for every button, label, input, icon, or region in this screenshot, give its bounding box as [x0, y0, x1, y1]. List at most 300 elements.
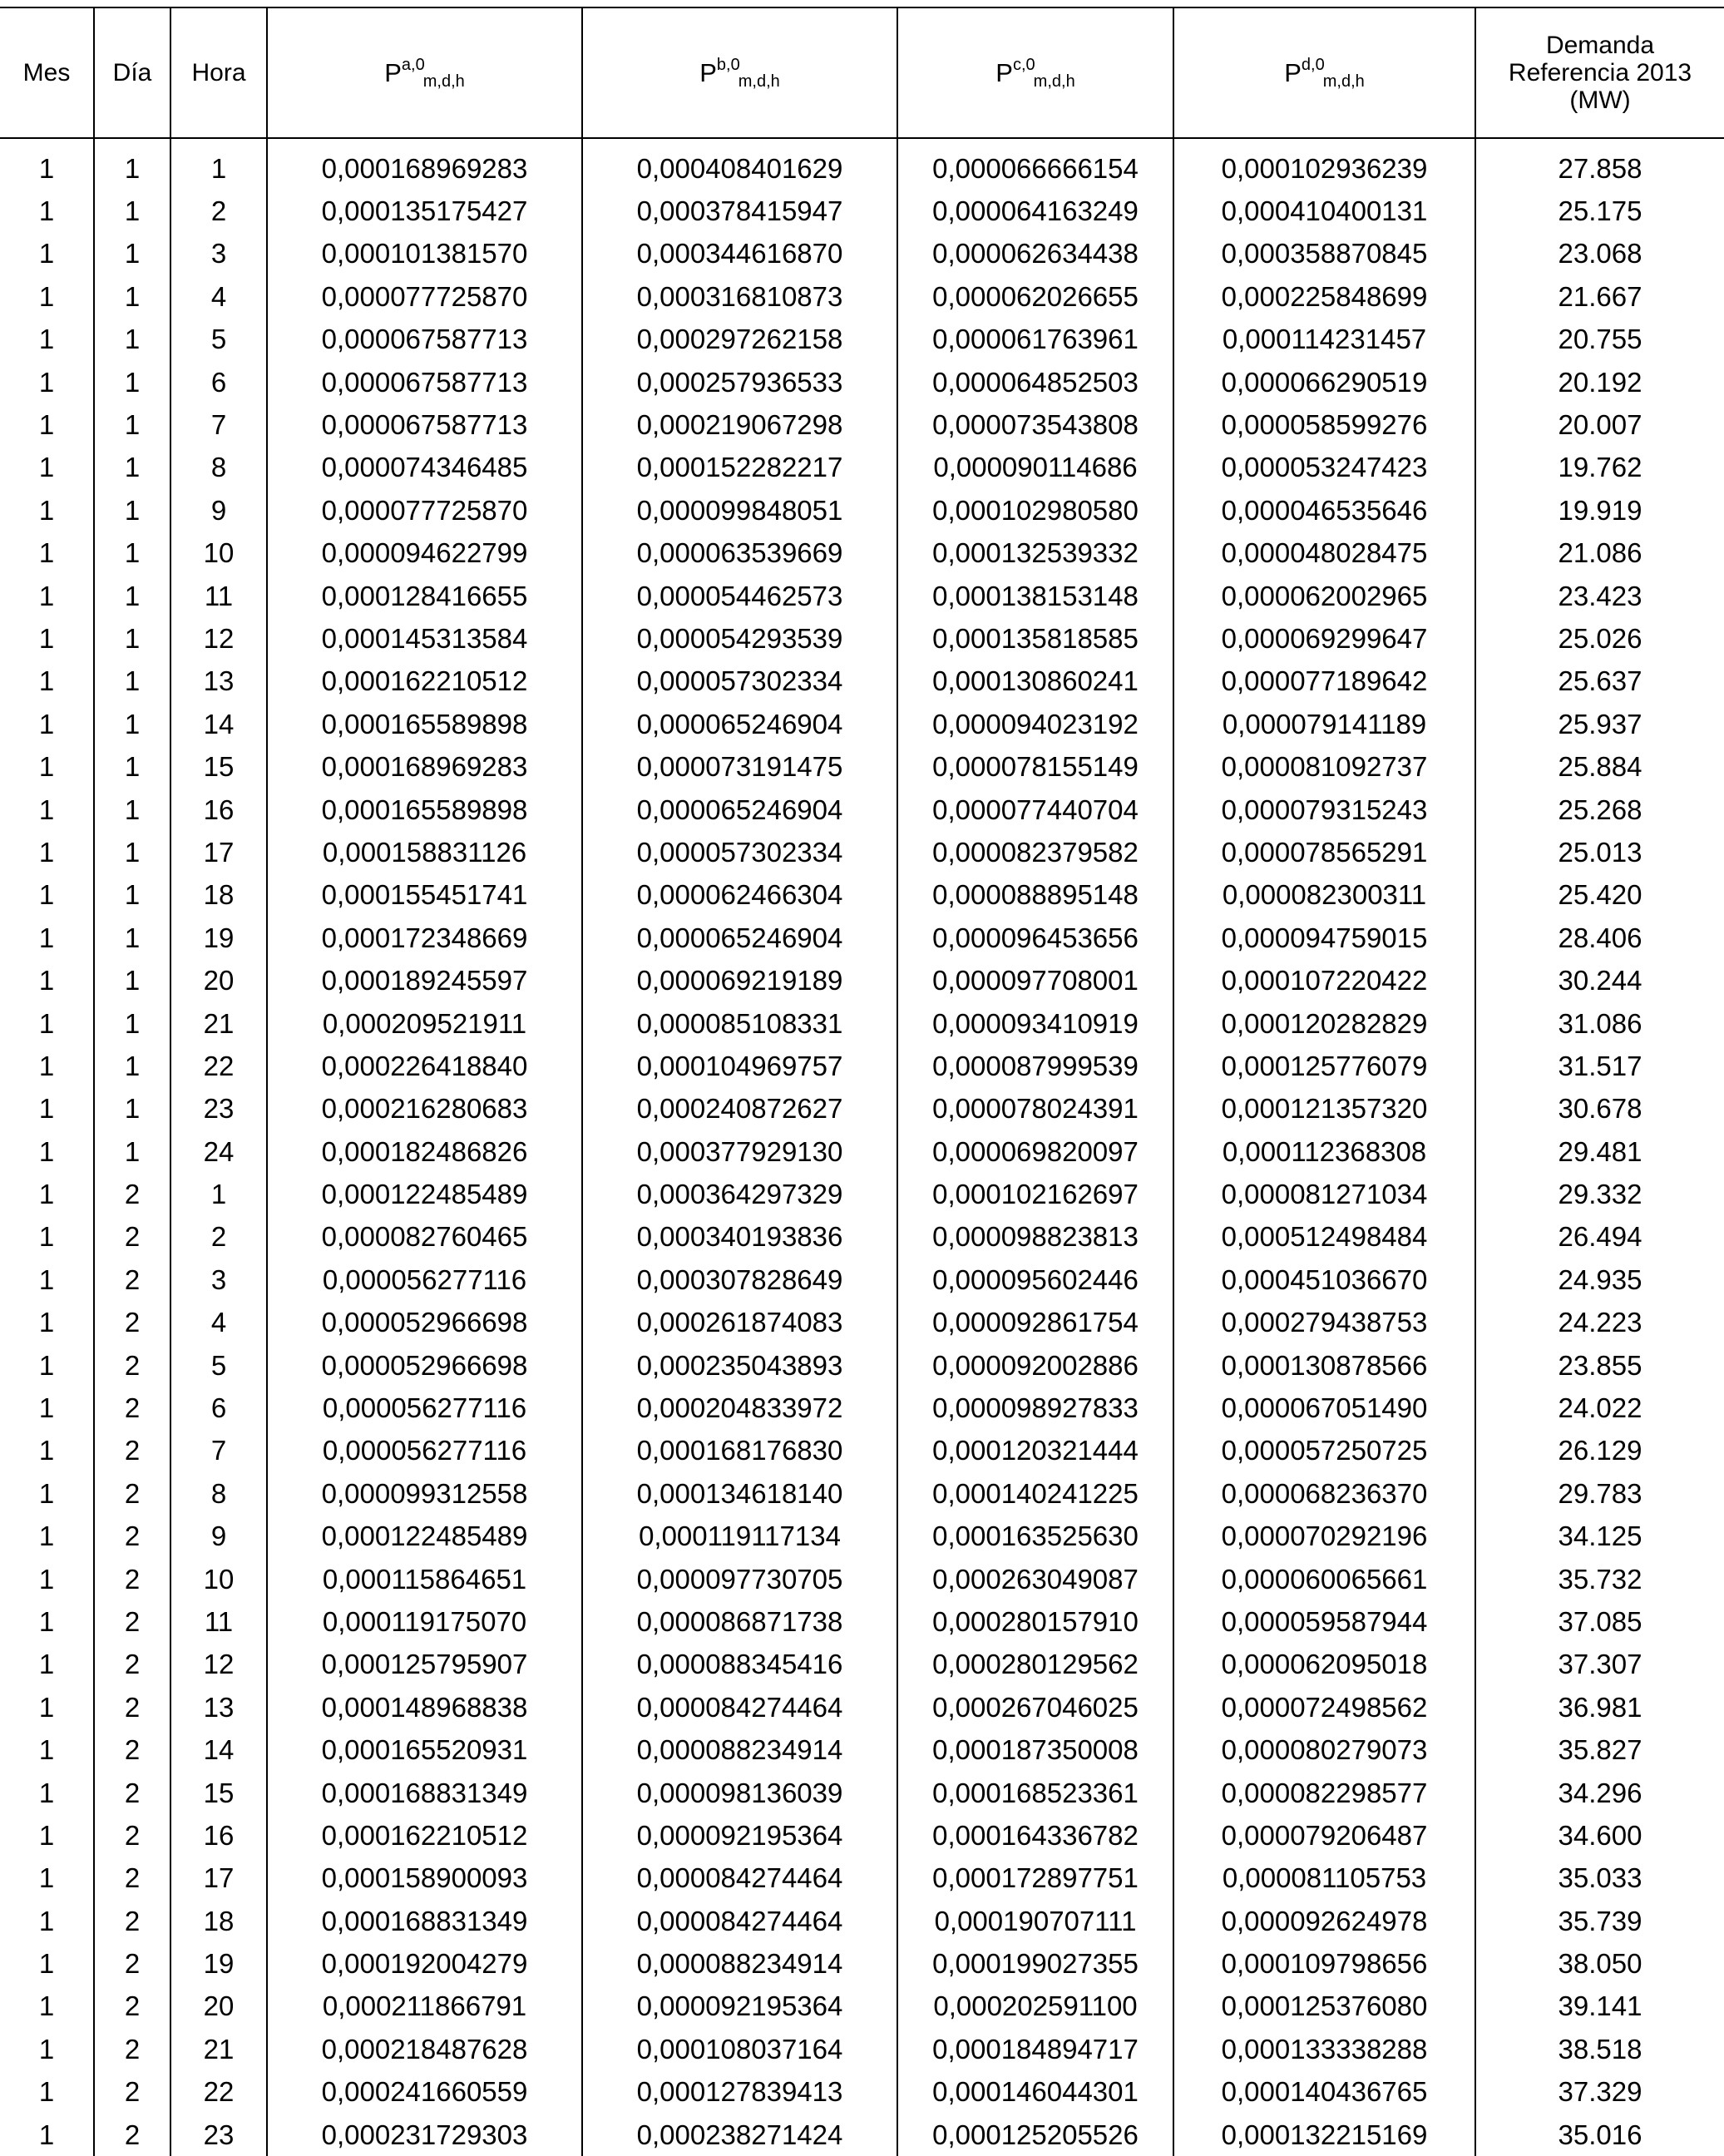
- cell-mes: 1: [38, 622, 55, 654]
- cell-hora: 6: [170, 361, 267, 403]
- cell-pd: 0,000107220422: [1173, 959, 1475, 1001]
- cell-dia: 1: [94, 1088, 170, 1130]
- cell-pc: 0,000064163249: [897, 190, 1173, 232]
- cell-pd: 0,000121357320: [1173, 1088, 1475, 1130]
- cell-pc: 0,000146044301: [897, 2071, 1173, 2114]
- cell-pb: 0,000257936533: [582, 361, 897, 403]
- cell-hora: 5: [170, 319, 267, 361]
- cell-pa: 0,000216280683: [267, 1088, 582, 1130]
- cell-pc: 0,000062634438: [897, 233, 1173, 275]
- cell-pa: 0,000218487628: [267, 2028, 582, 2070]
- cell-hora: 2: [170, 1216, 267, 1258]
- cell-demanda: 20.007: [1475, 403, 1724, 446]
- cell-demanda: 34.600: [1475, 1814, 1724, 1857]
- cell-pb: 0,000168176830: [582, 1430, 897, 1472]
- cell-mes: 1: [38, 152, 55, 184]
- cell-pc: 0,000168523361: [897, 1772, 1173, 1814]
- cell-demanda: 29.332: [1475, 1173, 1724, 1215]
- cell-pa: 0,000155451741: [267, 874, 582, 917]
- cell-hora: 12: [170, 617, 267, 660]
- cell-pc: 0,000092861754: [897, 1302, 1173, 1344]
- cell-dia: 2: [94, 1216, 170, 1258]
- cell-pd: 0,000125776079: [1173, 1045, 1475, 1087]
- cell-mes: 1: [38, 1521, 55, 1552]
- table-row: [0, 1344, 1724, 1387]
- pb-superscript: b,0: [716, 55, 740, 74]
- cell-mes: 1: [38, 2119, 55, 2150]
- table-row: [0, 874, 1724, 917]
- table-row: [0, 1430, 1724, 1472]
- cell-pd: 0,000080279073: [1173, 1728, 1475, 1771]
- cell-pc: 0,000095602446: [897, 1258, 1173, 1301]
- cell-pc: 0,000130860241: [897, 660, 1173, 703]
- pd-subscript: m,d,h: [1322, 72, 1365, 91]
- cell-pc: 0,000090114686: [897, 447, 1173, 489]
- cell-pd: 0,000081105753: [1173, 1857, 1475, 1900]
- table-row: [0, 1900, 1724, 1942]
- cell-hora: 20: [170, 959, 267, 1001]
- cell-mes: 1: [38, 1392, 55, 1424]
- cell-mes: 1: [38, 195, 55, 227]
- cell-mes: 1: [38, 1050, 55, 1081]
- cell-demanda: 34.125: [1475, 1516, 1724, 1558]
- cell-pa: 0,000165520931: [267, 1728, 582, 1771]
- table-row: [0, 447, 1724, 489]
- cell-dia: 2: [94, 1387, 170, 1429]
- cell-pb: 0,000204833972: [582, 1387, 897, 1429]
- cell-hora: 4: [170, 275, 267, 318]
- cell-demanda: 29.481: [1475, 1130, 1724, 1173]
- cell-pc: 0,000093410919: [897, 1002, 1173, 1045]
- cell-mes: 1: [38, 2076, 55, 2108]
- cell-hora: 3: [170, 233, 267, 275]
- cell-pc: 0,000263049087: [897, 1558, 1173, 1600]
- cell-pd: 0,000068236370: [1173, 1472, 1475, 1515]
- cell-demanda: 35.033: [1475, 1857, 1724, 1900]
- cell-mes: 1: [38, 280, 55, 312]
- table-row: [0, 1728, 1724, 1771]
- cell-pa: 0,000128416655: [267, 575, 582, 617]
- cell-pc: 0,000163525630: [897, 1516, 1173, 1558]
- cell-pc: 0,000078155149: [897, 745, 1173, 788]
- cell-dia: 1: [94, 447, 170, 489]
- pc-base: P: [995, 57, 1013, 87]
- pa-symbol: [384, 55, 465, 91]
- cell-pc: 0,000187350008: [897, 1728, 1173, 1771]
- cell-demanda: 23.855: [1475, 1344, 1724, 1387]
- cell-dia: 1: [94, 831, 170, 873]
- cell-pc: 0,000098927833: [897, 1387, 1173, 1429]
- cell-demanda: 20.192: [1475, 361, 1724, 403]
- table-row: [0, 1600, 1724, 1643]
- cell-mes: 1: [38, 1179, 55, 1210]
- cell-demanda: 25.026: [1475, 617, 1724, 660]
- table-row: [0, 1516, 1724, 1558]
- cell-demanda: 25.013: [1475, 831, 1724, 873]
- cell-pb: 0,000134618140: [582, 1472, 897, 1515]
- cell-pd: 0,000079315243: [1173, 789, 1475, 831]
- table-row: [0, 1942, 1724, 1985]
- cell-pa: 0,000211866791: [267, 1985, 582, 2028]
- pa-subscript: m,d,h: [422, 72, 465, 91]
- cell-pc: 0,000087999539: [897, 1045, 1173, 1087]
- cell-hora: 5: [170, 1344, 267, 1387]
- table-row: [0, 489, 1724, 532]
- cell-demanda: 26.129: [1475, 1430, 1724, 1472]
- cell-pb: 0,000377929130: [582, 1130, 897, 1173]
- cell-dia: 2: [94, 1302, 170, 1344]
- cell-mes: 1: [38, 366, 55, 398]
- demanda-line-3: (MW): [1569, 87, 1631, 114]
- cell-demanda: 25.937: [1475, 703, 1724, 745]
- cell-mes: 1: [38, 1990, 55, 2022]
- cell-pd: 0,000114231457: [1173, 319, 1475, 361]
- cell-mes: 1: [38, 1862, 55, 1894]
- cell-demanda: 26.494: [1475, 1216, 1724, 1258]
- cell-pd: 0,000057250725: [1173, 1430, 1475, 1472]
- cell-pc: 0,000088895148: [897, 874, 1173, 917]
- cell-pd: 0,000133338288: [1173, 2028, 1475, 2070]
- cell-pa: 0,000125795907: [267, 1644, 582, 1686]
- cell-hora: 1: [170, 1173, 267, 1215]
- cell-hora: 17: [170, 1857, 267, 1900]
- cell-mes: 1: [38, 452, 55, 483]
- cell-pb: 0,000065246904: [582, 789, 897, 831]
- cell-dia: 1: [94, 575, 170, 617]
- cell-pc: 0,000199027355: [897, 1942, 1173, 1985]
- cell-mes: 1: [38, 1093, 55, 1125]
- cell-pb: 0,000240872627: [582, 1088, 897, 1130]
- cell-mes: 1: [38, 1777, 55, 1808]
- cell-pa: 0,000056277116: [267, 1258, 582, 1301]
- cell-dia: 2: [94, 1644, 170, 1686]
- cell-pd: 0,000072498562: [1173, 1686, 1475, 1728]
- cell-pc: 0,000077440704: [897, 789, 1173, 831]
- cell-dia: 1: [94, 1130, 170, 1173]
- cell-pd: 0,000130878566: [1173, 1344, 1475, 1387]
- cell-hora: 9: [170, 1516, 267, 1558]
- cell-hora: 24: [170, 1130, 267, 1173]
- cell-pb: 0,000119117134: [582, 1516, 897, 1558]
- cell-pb: 0,000054462573: [582, 575, 897, 617]
- table-row: [0, 831, 1724, 873]
- cell-pa: 0,000168831349: [267, 1900, 582, 1942]
- cell-pd: 0,000102936239: [1173, 138, 1475, 190]
- cell-pb: 0,000344616870: [582, 233, 897, 275]
- pc-superscript: c,0: [1012, 55, 1035, 74]
- pa-base: P: [384, 57, 402, 87]
- cell-demanda: 35.016: [1475, 2114, 1724, 2156]
- pb-symbol: [699, 55, 780, 91]
- cell-pa: 0,000056277116: [267, 1387, 582, 1429]
- cell-pd: 0,000082300311: [1173, 874, 1475, 917]
- cell-pa: 0,000231729303: [267, 2114, 582, 2156]
- cell-mes: 1: [38, 665, 55, 697]
- pa-superscript: a,0: [401, 55, 425, 74]
- cell-demanda: 21.086: [1475, 532, 1724, 575]
- cell-pc: 0,000102162697: [897, 1173, 1173, 1215]
- cell-demanda: 25.175: [1475, 190, 1724, 232]
- cell-mes: 1: [38, 1691, 55, 1723]
- cell-pc: 0,000062026655: [897, 275, 1173, 318]
- cell-pc: 0,000190707111: [897, 1900, 1173, 1942]
- cell-demanda: 34.296: [1475, 1772, 1724, 1814]
- cell-dia: 1: [94, 403, 170, 446]
- table-row: [0, 1644, 1724, 1686]
- cell-pb: 0,000152282217: [582, 447, 897, 489]
- cell-hora: 13: [170, 1686, 267, 1728]
- cell-pa: 0,000158831126: [267, 831, 582, 873]
- cell-demanda: 23.423: [1475, 575, 1724, 617]
- cell-pd: 0,000062002965: [1173, 575, 1475, 617]
- cell-pa: 0,000082760465: [267, 1216, 582, 1258]
- cell-hora: 23: [170, 2114, 267, 2156]
- table-row: [0, 1258, 1724, 1301]
- cell-pc: 0,000082379582: [897, 831, 1173, 873]
- cell-pa: 0,000067587713: [267, 319, 582, 361]
- cell-hora: 16: [170, 1814, 267, 1857]
- cell-hora: 7: [170, 403, 267, 446]
- cell-mes: 1: [38, 1307, 55, 1338]
- cell-pa: 0,000241660559: [267, 2071, 582, 2114]
- cell-dia: 1: [94, 874, 170, 917]
- cell-pa: 0,000074346485: [267, 447, 582, 489]
- cell-pd: 0,000512498484: [1173, 1216, 1475, 1258]
- cell-mes: 1: [38, 1905, 55, 1936]
- cell-mes: 1: [38, 537, 55, 569]
- cell-pc: 0,000097708001: [897, 959, 1173, 1001]
- table-row: [0, 959, 1724, 1001]
- table-row: [0, 361, 1724, 403]
- cell-hora: 8: [170, 447, 267, 489]
- table-row: [0, 617, 1724, 660]
- cell-dia: 2: [94, 1900, 170, 1942]
- cell-pa: 0,000052966698: [267, 1344, 582, 1387]
- cell-hora: 7: [170, 1430, 267, 1472]
- cell-dia: 2: [94, 1472, 170, 1515]
- cell-pb: 0,000378415947: [582, 190, 897, 232]
- cell-mes: 1: [38, 1948, 55, 1980]
- cell-dia: 2: [94, 1942, 170, 1985]
- cell-pb: 0,000065246904: [582, 917, 897, 959]
- cell-demanda: 31.086: [1475, 1002, 1724, 1045]
- cell-pd: 0,000225848699: [1173, 275, 1475, 318]
- pc-symbol: [995, 55, 1075, 91]
- cell-dia: 2: [94, 1344, 170, 1387]
- cell-pd: 0,000451036670: [1173, 1258, 1475, 1301]
- cell-hora: 1: [170, 138, 267, 190]
- cell-dia: 1: [94, 489, 170, 532]
- pd-base: P: [1284, 57, 1302, 87]
- cell-pa: 0,000182486826: [267, 1130, 582, 1173]
- cell-pb: 0,000297262158: [582, 319, 897, 361]
- cell-pa: 0,000162210512: [267, 1814, 582, 1857]
- cell-pb: 0,000108037164: [582, 2028, 897, 2070]
- cell-hora: 21: [170, 2028, 267, 2070]
- cell-demanda: 37.329: [1475, 2071, 1724, 2114]
- cell-demanda: 28.406: [1475, 917, 1724, 959]
- table-row: [0, 1472, 1724, 1515]
- cell-mes: 1: [38, 965, 55, 996]
- pc-subscript: m,d,h: [1033, 72, 1075, 91]
- cell-demanda: 19.762: [1475, 447, 1724, 489]
- table-row: [0, 1558, 1724, 1600]
- cell-pb: 0,000092195364: [582, 1814, 897, 1857]
- cell-pa: 0,000056277116: [267, 1430, 582, 1472]
- cell-mes: 1: [38, 1007, 55, 1039]
- cell-pa: 0,000135175427: [267, 190, 582, 232]
- cell-hora: 10: [170, 1558, 267, 1600]
- cell-hora: 19: [170, 917, 267, 959]
- cell-pc: 0,000140241225: [897, 1472, 1173, 1515]
- cell-demanda: 20.755: [1475, 319, 1724, 361]
- cell-hora: 8: [170, 1472, 267, 1515]
- header-hora: Hora: [170, 7, 267, 138]
- cell-demanda: 37.085: [1475, 1600, 1724, 1643]
- cell-pa: 0,000101381570: [267, 233, 582, 275]
- pb-subscript: m,d,h: [738, 72, 780, 91]
- cell-dia: 2: [94, 1516, 170, 1558]
- table-row: [0, 917, 1724, 959]
- cell-pa: 0,000119175070: [267, 1600, 582, 1643]
- cell-pa: 0,000168969283: [267, 138, 582, 190]
- table-row: [0, 403, 1724, 446]
- cell-dia: 1: [94, 532, 170, 575]
- cell-hora: 16: [170, 789, 267, 831]
- table-row: [0, 319, 1724, 361]
- cell-demanda: 24.223: [1475, 1302, 1724, 1344]
- table-row: [0, 660, 1724, 703]
- table-row: [0, 2028, 1724, 2070]
- cell-pa: 0,000067587713: [267, 361, 582, 403]
- cell-pd: 0,000058599276: [1173, 403, 1475, 446]
- demanda-line-1: Demanda: [1545, 32, 1655, 59]
- cell-hora: 15: [170, 745, 267, 788]
- cell-pb: 0,000104969757: [582, 1045, 897, 1087]
- pb-base: P: [699, 57, 717, 87]
- cell-mes: 1: [38, 1563, 55, 1595]
- cell-dia: 2: [94, 2114, 170, 2156]
- cell-pa: 0,000209521911: [267, 1002, 582, 1045]
- cell-pd: 0,000060065661: [1173, 1558, 1475, 1600]
- cell-dia: 2: [94, 1258, 170, 1301]
- cell-pa: 0,000077725870: [267, 489, 582, 532]
- cell-mes: 1: [38, 1435, 55, 1466]
- cell-pd: 0,000059587944: [1173, 1600, 1475, 1643]
- cell-hora: 13: [170, 660, 267, 703]
- table-row: [0, 2114, 1724, 2156]
- cell-pc: 0,000135818585: [897, 617, 1173, 660]
- cell-pa: 0,000189245597: [267, 959, 582, 1001]
- cell-pb: 0,000088234914: [582, 1728, 897, 1771]
- cell-mes: 1: [38, 494, 55, 526]
- cell-dia: 1: [94, 703, 170, 745]
- cell-dia: 1: [94, 361, 170, 403]
- cell-dia: 2: [94, 2028, 170, 2070]
- cell-pb: 0,000057302334: [582, 831, 897, 873]
- cell-pc: 0,000066666154: [897, 138, 1173, 190]
- cell-pd: 0,000062095018: [1173, 1644, 1475, 1686]
- cell-dia: 1: [94, 959, 170, 1001]
- cell-pc: 0,000069820097: [897, 1130, 1173, 1173]
- table-row: [0, 1814, 1724, 1857]
- table-row: [0, 789, 1724, 831]
- cell-pa: 0,000067587713: [267, 403, 582, 446]
- cell-demanda: 30.244: [1475, 959, 1724, 1001]
- cell-pb: 0,000364297329: [582, 1173, 897, 1215]
- cell-pa: 0,000226418840: [267, 1045, 582, 1087]
- cell-pc: 0,000096453656: [897, 917, 1173, 959]
- cell-pb: 0,000062466304: [582, 874, 897, 917]
- cell-dia: 2: [94, 1430, 170, 1472]
- cell-mes: 1: [38, 1819, 55, 1851]
- table-row: [0, 1857, 1724, 1900]
- cell-pb: 0,000219067298: [582, 403, 897, 446]
- header-demanda: [1475, 7, 1724, 138]
- cell-dia: 1: [94, 233, 170, 275]
- cell-pd: 0,000048028475: [1173, 532, 1475, 575]
- cell-dia: 1: [94, 275, 170, 318]
- cell-pb: 0,000235043893: [582, 1344, 897, 1387]
- cell-dia: 2: [94, 1600, 170, 1643]
- cell-dia: 1: [94, 1002, 170, 1045]
- cell-pd: 0,000053247423: [1173, 447, 1475, 489]
- header-pb: [582, 7, 897, 138]
- cell-pa: 0,000168969283: [267, 745, 582, 788]
- cell-pd: 0,000358870845: [1173, 233, 1475, 275]
- cell-dia: 1: [94, 190, 170, 232]
- table-row: [0, 1045, 1724, 1087]
- cell-demanda: 38.050: [1475, 1942, 1724, 1985]
- cell-demanda: 24.935: [1475, 1258, 1724, 1301]
- cell-pd: 0,000112368308: [1173, 1130, 1475, 1173]
- table-row: [0, 1130, 1724, 1173]
- table-row: [0, 745, 1724, 788]
- cell-pc: 0,000164336782: [897, 1814, 1173, 1857]
- cell-pc: 0,000202591100: [897, 1985, 1173, 2028]
- cell-pc: 0,000061763961: [897, 319, 1173, 361]
- table-row: [0, 703, 1724, 745]
- cell-mes: 1: [38, 1349, 55, 1381]
- cell-demanda: 31.517: [1475, 1045, 1724, 1087]
- cell-pa: 0,000165589898: [267, 789, 582, 831]
- cell-pa: 0,000172348669: [267, 917, 582, 959]
- cell-pa: 0,000148968838: [267, 1686, 582, 1728]
- cell-demanda: 37.307: [1475, 1644, 1724, 1686]
- header-mes: Mes: [0, 7, 94, 138]
- cell-pc: 0,000138153148: [897, 575, 1173, 617]
- cell-hora: 17: [170, 831, 267, 873]
- cell-pb: 0,000307828649: [582, 1258, 897, 1301]
- cell-pa: 0,000158900093: [267, 1857, 582, 1900]
- cell-pa: 0,000168831349: [267, 1772, 582, 1814]
- header-row: [0, 7, 1724, 138]
- cell-demanda: 39.141: [1475, 1985, 1724, 2028]
- cell-hora: 20: [170, 1985, 267, 2028]
- table-header: [0, 7, 1724, 138]
- cell-demanda: 25.268: [1475, 789, 1724, 831]
- cell-hora: 3: [170, 1258, 267, 1301]
- table-row: [0, 233, 1724, 275]
- cell-demanda: 24.022: [1475, 1387, 1724, 1429]
- cell-pc: 0,000094023192: [897, 703, 1173, 745]
- cell-pd: 0,000082298577: [1173, 1772, 1475, 1814]
- cell-pd: 0,000070292196: [1173, 1516, 1475, 1558]
- cell-pc: 0,000125205526: [897, 2114, 1173, 2156]
- cell-pb: 0,000073191475: [582, 745, 897, 788]
- cell-pb: 0,000065246904: [582, 703, 897, 745]
- cell-pb: 0,000086871738: [582, 1600, 897, 1643]
